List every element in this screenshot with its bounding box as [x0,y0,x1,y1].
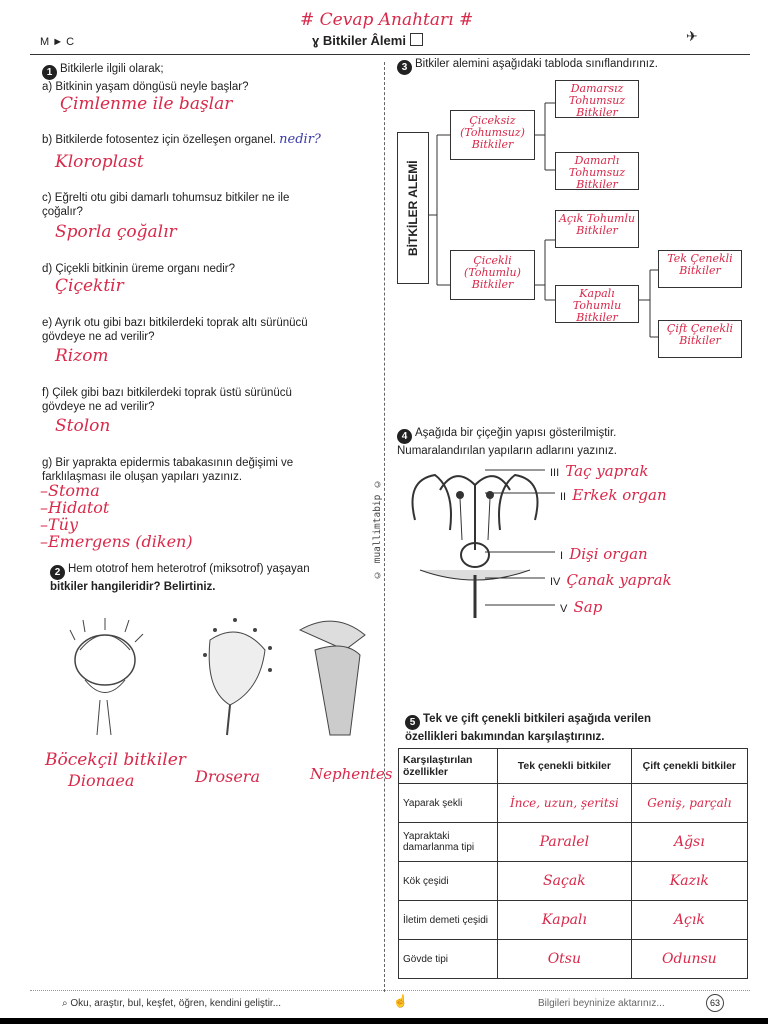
flower-answer: Sap [573,598,603,616]
flower-label-I [560,545,648,563]
carnivorous-plants-illustration [45,610,380,745]
table-cell-answer: Açık [631,901,747,940]
box-cift [658,320,742,358]
kingdom-root-label: BİTKİLER ALEMİ [406,160,420,256]
box-cicekli [450,250,535,300]
table-cell-answer: Kapalı [498,901,632,940]
table-cell-label: Yapraktaki damarlanma tipi [399,823,498,862]
q1e-answer: Rizom [55,346,109,366]
box-damarli-label: Damarlı Tohumsuz Bitkiler [568,154,626,191]
q1d-answer: Çiçektir [55,276,124,296]
flower-answer: Dişi organ [569,545,648,563]
q4-line1: Aşağıda bir çiçeğin yapısı gösterilmiştir. [415,427,617,439]
section-title [312,33,423,48]
q3-title: Bitkiler alemini aşağıdaki tabloda sınıflandırınız. [415,58,658,70]
box-kapali [555,285,639,323]
box-ciceksiz-label: Çiceksiz (Tohumsuz) Bitkiler [460,114,525,151]
table-header: Çift çenekli bitkiler [631,749,747,784]
q1e-line1: e) Ayrık otu gibi bazı bitkilerdeki toprak altı sürünücü [42,317,308,329]
table-row [399,940,748,979]
table-header-row [399,749,748,784]
pin-icon: ✈ [686,28,698,44]
table-header: Karşılaştırılan özellikler [399,749,498,784]
flower-label-V [560,598,602,616]
header-rule [30,54,750,55]
q1g-answer-item: –Stoma [40,481,100,500]
table-cell-answer: Paralel [498,823,632,862]
q1d-question: d) Çiçekli bitkinin üreme organı nedir? [42,263,236,275]
sundew-image [203,618,272,735]
table-cell-answer: Odunsu [631,940,747,979]
footer-left-text: Oku, araştır, bul, keşfet, öğren, kendini geliştir... [70,998,282,1009]
q1g-answers [40,482,193,550]
q2-plant-drosera: Drosera [195,767,260,786]
q2-answer-main: Böcekçil bitkiler [45,750,186,770]
bottom-bar [0,1018,768,1024]
flower-answer: Taç yaprak [565,462,649,480]
box-cift-label: Çift Çenekli Bitkiler [666,322,734,347]
checkbox-icon [410,33,423,46]
box-acik-label: Açık Tohumlu Bitkiler [558,212,636,237]
table-cell-label: Kök çeşidi [399,862,498,901]
flower-num: II [560,491,567,503]
q1-title-text: Bitkilerle ilgili olarak; [60,63,164,75]
q3-question [397,57,658,75]
kingdom-root-box [397,132,429,284]
q2-question [50,562,310,594]
sprout-icon: ɣ [312,33,320,48]
q2-plant-nephentes: Nephentes [310,765,393,783]
q5-line2: özellikleri bakımından karşılaştırınız. [405,731,605,743]
table-cell-label: İletim demeti çeşidi [399,901,498,940]
footer-rule [30,990,750,992]
box-ciceksiz [450,110,535,160]
magnifier-icon: ⌕ [62,998,68,1009]
pitcher-plant-image [300,621,365,735]
q1f-line2: gövdeye ne ad verilir? [42,401,155,413]
q1g-question [42,456,293,484]
q1c-line1: c) Eğrelti otu gibi damarlı tohumsuz bitkiler ne ile [42,192,290,204]
footer-left [62,998,281,1009]
q1f-line1: f) Çilek gibi bazı bitkilerdeki toprak üstü sürünücü [42,387,292,399]
box-tek-label: Tek Çenekli Bitkiler [667,252,733,277]
q1g-answer-item: –Hidatot [40,498,110,517]
table-cell-answer: Saçak [498,862,632,901]
q4-number: 4 [397,429,412,444]
flower-num: IV [550,576,561,588]
q1-title [42,62,164,80]
box-cicekli-label: Çicekli (Tohumlu) Bitkiler [464,254,521,291]
flower-num: V [560,603,568,615]
table-row [399,823,748,862]
header-marks: M ► C [40,36,75,48]
footer-right: Bilgileri beyninize aktarınız... [538,998,665,1009]
q1b-note: nedir? [279,132,321,147]
table-cell-label: Gövde tipi [399,940,498,979]
q1-number: 1 [42,65,57,80]
q1e-line2: gövdeye ne ad verilir? [42,331,155,343]
q4-line2: Numaralandırılan yapıların adlarını yazınız. [397,445,617,457]
q1a-answer: Çimlenme ile başlar [60,94,233,114]
q1c-answer: Sporla çoğalır [55,222,177,242]
table-row [399,862,748,901]
q5-line1: Tek ve çift çenekli bitkileri aşağıda verilen [423,713,651,725]
table-cell-answer: Kazık [631,862,747,901]
q1c-question [42,191,289,219]
table-row [399,901,748,940]
flower-num: I [560,550,564,562]
table-cell-answer: İnce, uzun, şeritsi [498,784,632,823]
box-tek [658,250,742,288]
q2-line2: bitkiler hangileridir? Belirtiniz. [50,581,216,593]
q1b-answer: Kloroplast [55,152,144,172]
comparison-table [398,748,748,979]
q1e-question [42,316,308,344]
q2-line1: Hem ototrof hem heterotrof (miksotrof) yaşayan [68,563,310,575]
answer-key-title: # Cevap Anahtarı # [300,10,474,30]
table-header: Tek çenekli bitkiler [498,749,632,784]
flower-num: III [550,467,560,479]
q2-plant-dionaea: Dionaea [68,771,135,790]
table-cell-label: Yaparak şekli [399,784,498,823]
table-cell-answer: Ağsı [631,823,747,862]
flower-label-III [550,462,648,480]
q2-number: 2 [50,565,65,580]
q1b-question-text: b) Bitkilerde fotosentez için özelleşen organel [42,134,273,146]
footer-hand-icon: ☝ [393,994,408,1008]
q5-question [405,712,651,744]
table-row [399,784,748,823]
box-damarli [555,152,639,190]
box-damarsiz-label: Damarsız Tohumsuz Bitkiler [568,82,626,119]
q1a-question: a) Bitkinin yaşam döngüsü neyle başlar? [42,81,249,93]
q1f-question [42,386,292,414]
flower-answer: Erkek organ [572,486,667,504]
q1b-question: b) Bitkilerde fotosentez için özelleşen organel. nedir? [42,132,321,147]
q5-number: 5 [405,715,420,730]
flower-answer: Çanak yaprak [566,571,672,589]
q1g-answer-item: –Tüy [40,515,79,534]
box-damarsiz [555,80,639,118]
page-number: 63 [706,994,724,1012]
flower-label-IV [550,571,672,589]
box-kapali-label: Kapalı Tohumlu Bitkiler [572,287,622,324]
table-cell-answer: Geniş, parçalı [631,784,747,823]
section-title-text: Bitkiler Âlemi [322,33,406,48]
q1g-answer-item: –Emergens (diken) [40,532,193,551]
flower-label-lines [485,460,568,620]
flower-label-II [560,486,667,504]
box-acik [555,210,639,248]
q1g-line1: g) Bir yaprakta epidermis tabakasının değişimi ve [42,457,294,469]
venus-flytrap-image [70,618,143,735]
q4-question [397,426,617,458]
q3-number: 3 [397,60,412,75]
table-cell-answer: Otsu [498,940,632,979]
q1f-answer: Stolon [55,416,111,436]
side-watermark: © muallimtabip © [372,477,383,580]
q1g-line2: farklılaşması ile oluşan yapıları yazınız. [42,471,243,483]
q1c-line2: çoğalır? [42,206,83,218]
